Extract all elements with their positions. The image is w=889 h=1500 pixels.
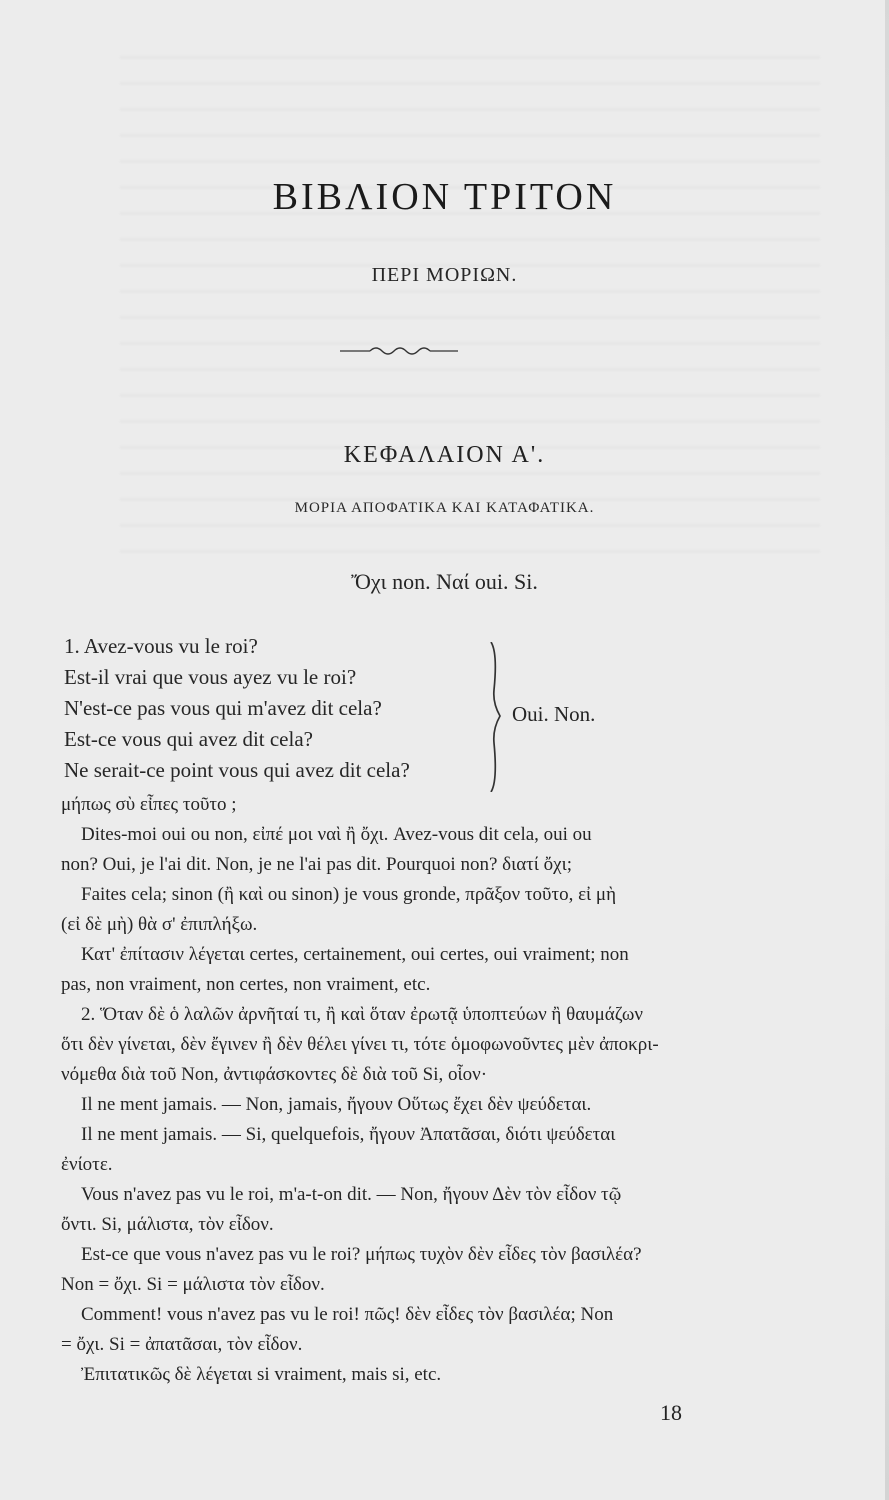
list-item: Est-ce vous qui avez dit cela?: [64, 727, 313, 751]
text-line: 2. Ὅταν δὲ ὁ λαλῶν ἀρνῆταί τι, ἢ καὶ ὅταν ἐρωτᾷ ὑποπτεύων ἢ θαυμάζων: [81, 1004, 643, 1025]
text-line: ὅτι δὲν γίνεται, δὲν ἔγινεν ἢ δὲν θέλει γίνει τι, τότε ὁμοφωνοῦντες μὲν ἀποκρι-: [61, 1034, 659, 1055]
text-line: Faites cela; sinon (ἢ καὶ ou sinon) je vous gronde, πρᾶξον τοῦτο, εἰ μὴ: [81, 884, 617, 905]
page-number: 18: [660, 1400, 682, 1425]
epigraph: Ὄχι non. Ναί oui. Si.: [351, 569, 538, 594]
text-line: μήπως σὺ εἶπες τοῦτο ;: [61, 794, 237, 815]
book-subtitle: ΠΕΡΙ ΜΟΡΙΩΝ.: [371, 264, 518, 286]
text-line: Est-ce que vous n'avez pas vu le roi? μήπως τυχὸν δὲν εἶδες τὸν βασιλέα?: [81, 1244, 642, 1265]
list-item: 1. Avez-vous vu le roi?: [64, 634, 258, 658]
text-line: νόμεθα διὰ τοῦ Non, ἀντιφάσκοντες δὲ διὰ τοῦ Si, οἷον·: [61, 1064, 488, 1085]
text-line: Ἐπιτατικῶς δὲ λέγεται si vraiment, mais si, etc.: [81, 1364, 442, 1385]
text-line: Il ne ment jamais. — Non, jamais, ἤγουν Οὕτως ἔχει δὲν ψεύδεται.: [81, 1094, 592, 1115]
text-line: ἐνίοτε.: [61, 1154, 113, 1175]
text-line: non? Oui, je l'ai dit. Non, je ne l'ai pas dit. Pourquoi non? διατί ὄχι;: [61, 854, 572, 875]
book-title: ΒΙΒΛΙΟΝ ΤΡΙΤΟΝ: [272, 176, 617, 218]
text-line: Dites-moi oui ou non, εἰπέ μοι ναὶ ἢ ὄχι. Avez-vous dit cela, oui ou: [81, 824, 592, 845]
text-line: = ὄχι. Si = ἀπατᾶσαι, τὸν εἶδον.: [61, 1334, 303, 1355]
list-item: N'est-ce pas vous qui m'avez dit cela?: [64, 696, 382, 720]
body-text: [61, 790, 777, 1390]
decorative-divider: [340, 346, 458, 356]
curly-bracket-icon: [488, 642, 502, 792]
bracket-answer: Oui. Non.: [512, 702, 596, 726]
text-line: Comment! vous n'avez pas vu le roi! πῶς! δὲν εἶδες τὸν βασιλέα; Non: [81, 1304, 614, 1325]
text-line: ὄντι. Si, μάλιστα, τὸν εἶδον.: [61, 1214, 274, 1235]
text-line: Vous n'avez pas vu le roi, m'a-t-on dit. — Non, ἤγουν Δὲν τὸν εἶδον τῷ: [81, 1184, 622, 1205]
example-question-list: [64, 631, 494, 786]
text-line: (εἰ δὲ μὴ) θὰ σ' ἐπιπλήξω.: [61, 914, 258, 935]
text-line: Il ne ment jamais. — Si, quelquefois, ἤγουν Ἀπατᾶσαι, διότι ψεύδεται: [81, 1124, 616, 1145]
list-item: Ne serait-ce point vous qui avez dit cela?: [64, 758, 410, 782]
page-edge-shadow: [885, 0, 889, 1500]
chapter-subtitle: ΜΟΡΙΑ ΑΠΟΦΑΤΙΚΑ ΚΑΙ ΚΑΤΑΦΑΤΙΚΑ.: [294, 500, 595, 516]
text-line: Non = ὄχι. Si = μάλιστα τὸν εἶδον.: [61, 1274, 325, 1295]
text-line: pas, non vraiment, non certes, non vraiment, etc.: [61, 974, 431, 995]
list-item: Est-il vrai que vous ayez vu le roi?: [64, 665, 357, 689]
text-line: Κατ' ἐπίτασιν λέγεται certes, certainement, oui certes, oui vraiment; non: [81, 944, 629, 965]
chapter-title: ΚΕΦΑΛΑΙΟΝ Α'.: [343, 442, 546, 468]
show-through-texture: [120, 55, 820, 575]
